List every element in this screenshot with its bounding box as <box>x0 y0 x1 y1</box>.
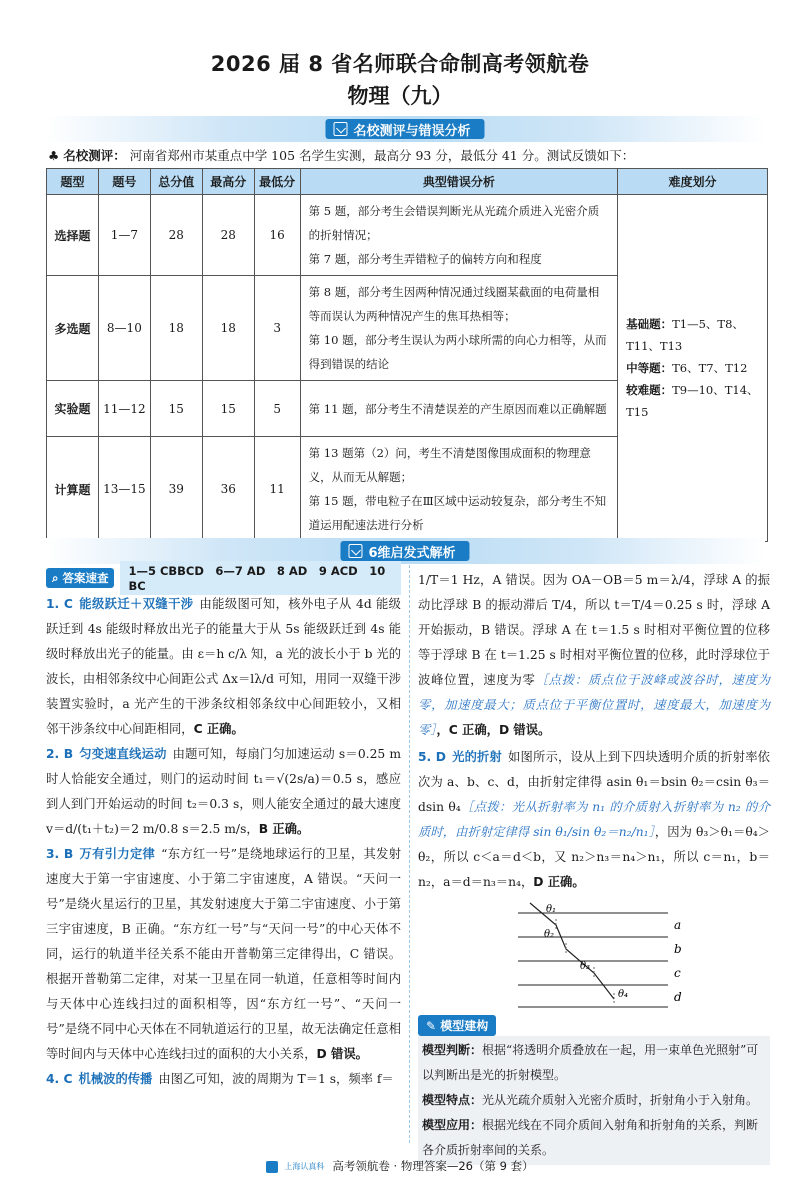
table-row: 多选题 8—10 18 18 3 第 8 题，部分考生因两种情况通过线圈某截面的电荷量相等而误认为两种情况产生的焦耳热相等； 第 10 题，部分考生误认为两小球所需的向心力相等，从而得到错误的结论 <box>47 276 768 381</box>
layer-label: b <box>674 942 682 956</box>
table-row: 计算题 13—15 39 36 11 第 13 题第（2）问，考生不清楚图像围成面积的物理意义，从而无从解题； 第 15 题，带电粒子在Ⅲ区域中运动较复杂，部分考生不知道运用配速法进行分析 <box>47 437 768 542</box>
left-column <box>46 564 401 1092</box>
model-tag: ✎ 模型建构 <box>418 1015 496 1036</box>
analysis-cell: 第 13 题第（2）问，考生不清楚图像围成面积的物理意义，从而无从解题； 第 15 题，带电粒子在Ⅲ区域中运动较复杂，部分考生不知道运用配速法进行分析 <box>300 437 618 542</box>
th-total: 总分值 <box>150 169 202 195</box>
section-band-1 <box>45 116 765 142</box>
page-footer <box>0 1158 800 1174</box>
answer-tag: ⌕ 答案速查 <box>46 568 114 588</box>
layer-label: d <box>674 990 682 1004</box>
paper-title: 2026 届 8 省名师联合命制高考领航卷 <box>210 52 590 76</box>
layer-label: a <box>674 918 682 932</box>
analysis-cell: 第 8 题，部分考生因两种情况通过线圈某截面的电荷量相等而误认为两种情况产生的焦耳热相等； 第 10 题，部分考生误认为两小球所需的向心力相等，从而得到错误的结论 <box>300 276 618 381</box>
column-divider <box>409 565 410 1143</box>
section-title-2: 6维启发式解析 <box>340 541 469 561</box>
th-max: 最高分 <box>202 169 254 195</box>
answer-list: 1—5 CBBCD 6—7 AD 8 AD 9 ACD 10 BC <box>120 561 401 595</box>
right-column <box>418 568 770 1165</box>
footer-text: 高考领航卷 · 物理答案—26（第 9 套） <box>332 1159 534 1173</box>
model-section <box>418 1015 770 1165</box>
q1-explanation: 1. C 能级跃迁＋双缝干涉 由能级图可知，核外电子从 4d 能级跃迁到 4s 能级时释放出光子的能量大于从 5s 能级跃迁到 4s 能级时释放出光子的能量。由 ε＝h c/λ 知，a 光的波长小于 b 光的波长，由相邻条纹中心间距公式 Δx＝lλ/d 可知，用同一双缝干涉装置实验时，a 光产生的干涉条纹相邻条纹中心间距较小，又相邻干涉条纹中心间距相同，C 正确。 <box>46 597 401 736</box>
table-header-row <box>47 169 768 195</box>
section-title-1: 名校测评与错误分析 <box>325 119 484 139</box>
layer-label: c <box>674 966 681 980</box>
model-box: 模型判断：根据“将透明介质叠放在一起，用一束单色光照射”可以判断出是光的折射模型。 模型特点：光从光疏介质射入光密介质时，折射角小于入射角。 模型应用：根据光线在不同介质间入射角和折射角的关系，判断各介质折射率间的关系。 <box>418 1036 770 1165</box>
source-text: 河南省郑州市某重点中学 105 名学生实测，最高分 93 分，最低分 41 分。测试反馈如下： <box>129 148 635 163</box>
edit-icon <box>348 544 362 558</box>
angle-label: θ₁ <box>546 904 557 915</box>
q5-explanation: 5. D 光的折射 如图所示，设从上到下四块透明介质的折射率依次为 a、b、c、d，由折射定律得 asin θ₁＝bsin θ₂＝csin θ₃＝dsin θ₄［点拨：光从折射率为 n₁ 的介质射入折射率为 n₂ 的介质时，由折射定律得 sin θ₁/sin θ₂＝n₂/n₁］，因为 θ₃＞θ₁＝θ₄＞θ₂，所以 c＜a＝d＜b，又 n₂＞n₃＝n₄＞n₁，所以 c＝n₁，b＝n₂，a＝d＝n₃＝n₄，D 正确。 <box>418 750 770 889</box>
analysis-cell: 第 5 题，部分考生会错误判断光从光疏介质进入光密介质的折射情况； 第 7 题，部分考生弄错粒子的偏转方向和程度 <box>300 195 618 276</box>
answer-quick-check <box>46 564 401 593</box>
th-analysis: 典型错误分析 <box>300 169 618 195</box>
edit-icon <box>333 122 347 136</box>
source-label: 名校测评： <box>63 148 126 163</box>
error-analysis-table <box>46 168 768 542</box>
q4-explanation-start: 4. C 机械波的传播 由图乙可知，波的周期为 T＝1 s，频率 f＝ <box>46 1072 394 1086</box>
q2-explanation: 2. B 匀变速直线运动 由题可知，每扇门匀加速运动 s＝0.25 m 时人恰能安全通过，则门的运动时间 t₁＝√(2s/a)＝0.5 s，感应到人到门开始运动的时间 t₂＝0.3 s，则人能安全通过的最大速度 v＝d/(t₁＋t₂)＝2 m/0.8 s＝2.5 m/s，B 正确。 <box>46 747 401 836</box>
angle-label: θ₄ <box>618 989 629 1000</box>
publisher-name: 上海认真科 <box>284 1162 325 1171</box>
refraction-diagram <box>418 899 770 1011</box>
q4-explanation-cont: 1/T＝1 Hz，A 错误。因为 OA－OB＝5 m＝λ/4，浮球 A 的振动比浮球 B 的振动滞后 T/4，所以 t＝T/4＝0.25 s 时，浮球 A 开始振动，B 错误。浮球 A 在 t＝1.5 s 时相对平衡位置的位移等于浮球 B 在 t＝1.25 s 时相对平衡位置的位移，此时浮球位于波峰位置，速度为零［点拨：质点位于波峰或波谷时，速度为零，加速度最大；质点位于平衡位置时，速度最大，加速度为零］，C 正确，D 错误。 <box>418 573 770 737</box>
th-difficulty: 难度划分 <box>618 169 768 195</box>
users-icon: ♣ <box>48 148 64 163</box>
paper-subtitle: 物理（九） <box>347 84 453 108</box>
table-row: 选择题 1—7 28 28 16 第 5 题，部分考生会错误判断光从光疏介质进入光密介质的折射情况； 第 7 题，部分考生弄错粒子的偏转方向和程度 基础题：T1—5、T8、T11、T13 中等题：T6、T7、T12 较难题：T9—10、T14、T15 <box>47 195 768 276</box>
th-type: 题型 <box>47 169 99 195</box>
th-nums: 题号 <box>98 169 150 195</box>
publisher-logo-icon <box>266 1161 278 1173</box>
th-min: 最低分 <box>254 169 300 195</box>
test-source <box>48 146 768 164</box>
angle-label: θ₃ <box>580 961 591 972</box>
analysis-cell: 第 11 题，部分考生不清楚误差的产生原因而难以正确解题 <box>300 381 618 437</box>
difficulty-cell: 基础题：T1—5、T8、T11、T13 中等题：T6、T7、T12 较难题：T9—10、T14、T15 <box>618 195 768 542</box>
table-row: 实验题 11—12 15 15 5 第 11 题，部分考生不清楚误差的产生原因而难以正确解题 <box>47 381 768 437</box>
q3-explanation: 3. B 万有引力定律 “东方红一号”是绕地球运行的卫星，其发射速度大于第一宇宙速度、小于第二宇宙速度，A 错误。“天问一号”是绕火星运行的卫星，其发射速度大于第二宇宙速度、小于第三宇宙速度，B 正确。“东方红一号”与“天问一号”的中心天体不同，运行的轨道半径关系不能由开普勒第三定律得出，C 错误。根据开普勒第二定律，对某一卫星在同一轨道，任意相等时间内与天体中心连线扫过的面积相等，因“东方红一号”、“天问一号”是绕不同中心天体在不同轨道运行的卫星，故无法确定任意相等时间内与天体中心连线扫过的面积的大小关系，D 错误。 <box>46 847 401 1061</box>
angle-label: θ₂ <box>544 929 555 940</box>
